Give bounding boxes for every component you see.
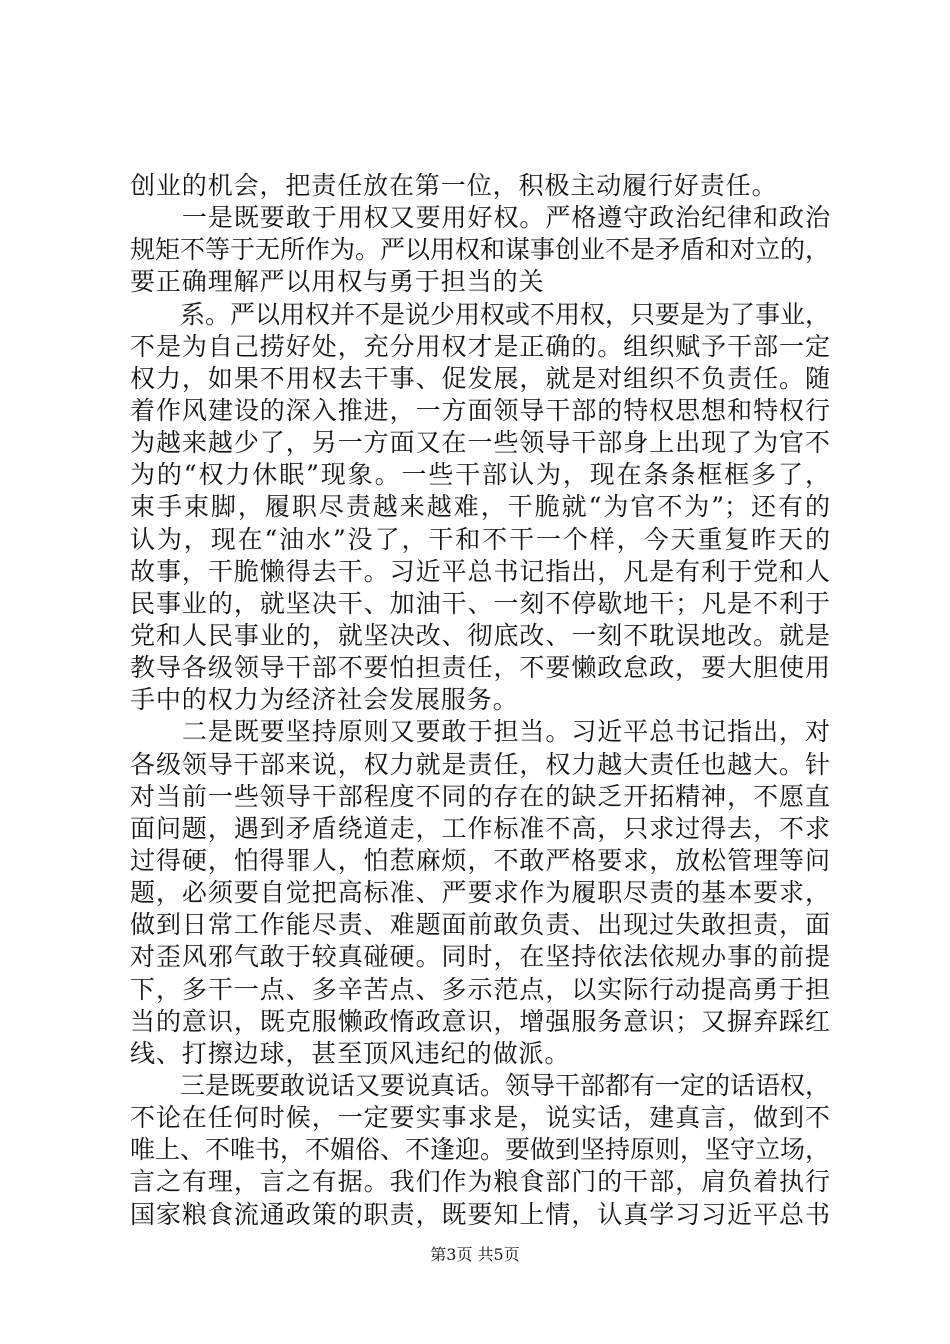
text-line: 党和人民事业的，就坚决改、彻底改、一刻不耽误地改。就是 (130, 620, 830, 650)
text-line: 手中的权力为经济社会发展服务。 (130, 685, 519, 715)
document-body (130, 170, 830, 1231)
text-line: 对当前一些领导干部程度不同的存在的缺乏开拓精神，不愿直 (130, 781, 830, 811)
text-line: 面问题，遇到矛盾绕道走，工作标准不高，只求过得去，不求 (130, 813, 830, 843)
text-line: 不论在任何时候，一定要实事求是，说实话，建真言，做到不 (130, 1103, 830, 1133)
text-line: 系。严以用权并不是说少用权或不用权，只要是为了事业， (130, 299, 830, 329)
text-line: 创业的机会，把责任放在第一位，积极主动履行好责任。 (130, 171, 778, 200)
text-line: 一是既要敢于用权又要用好权。严格遵守政治纪律和政治 (130, 203, 830, 233)
text-line: 着作风建设的深入推进，一方面领导干部的特权思想和特权行 (130, 395, 830, 425)
text-line: 为越来越少了，另一方面又在一些领导干部身上出现了为官不 (130, 428, 830, 458)
text-line: 线、打擦边球，甚至顶风违纪的做派。 (130, 1038, 571, 1068)
text-line: 教导各级领导干部不要怕担责任，不要懒政怠政，要大胆使用 (130, 653, 830, 683)
text-line: 过得硬，怕得罪人，怕惹麻烦，不敢严格要求，放松管理等问 (130, 845, 830, 875)
text-line: 对歪风邪气敢于较真碰硬。同时，在坚持依法依规办事的前提 (130, 942, 830, 972)
text-line: 做到日常工作能尽责、难题面前敢负责、出现过失敢担责，面 (130, 910, 830, 940)
text-line: 束手束脚，履职尽责越来越难，干脆就“为官不为”；还有的 (130, 492, 830, 522)
text-line: 国家粮食流通政策的职责，既要知上情，认真学习习近平总书 (130, 1199, 830, 1229)
text-line: 要正确理解严以用权与勇于担当的关 (130, 267, 545, 297)
text-line: 唯上、不唯书，不媚俗、不逢迎。要做到坚持原则，坚守立场， (130, 1135, 830, 1165)
text-line: 规矩不等于无所作为。严以用权和谋事创业不是矛盾和对立的， (130, 235, 830, 265)
text-line: 权力，如果不用权去干事、促发展，就是对组织不负责任。随 (130, 363, 830, 393)
text-line: 二是既要坚持原则又要敢于担当。习近平总书记指出，对 (130, 717, 830, 747)
text-line: 三是既要敢说话又要说真话。领导干部都有一定的话语权， (130, 1070, 830, 1100)
text-line: 故事，干脆懒得去干。习近平总书记指出，凡是有利于党和人 (130, 556, 830, 586)
text-line: 民事业的，就坚决干、加油干、一刻不停歇地干；凡是不利于 (130, 588, 830, 618)
text-line: 不是为自己捞好处，充分用权才是正确的。组织赋予干部一定 (130, 331, 830, 361)
page-footer (0, 1242, 950, 1265)
text-line: 当的意识，既克服懒政惰政意识，增强服务意识；又摒弃踩红 (130, 1006, 830, 1036)
text-line: 下，多干一点、多辛苦点、多示范点，以实际行动提高勇于担 (130, 974, 830, 1004)
page-number-label: 第3页 共5页 (430, 1245, 520, 1264)
text-line: 认为，现在“油水”没了，干和不干一个样，今天重复昨天的 (130, 524, 830, 554)
text-line: 为的“权力休眠”现象。一些干部认为，现在条条框框多了， (130, 460, 830, 490)
text-line: 言之有理，言之有据。我们作为粮食部门的干部，肩负着执行 (130, 1167, 830, 1197)
text-line: 题，必须要自觉把高标准、严要求作为履职尽责的基本要求， (130, 878, 830, 908)
text-line: 各级领导干部来说，权力就是责任，权力越大责任也越大。针 (130, 749, 830, 779)
